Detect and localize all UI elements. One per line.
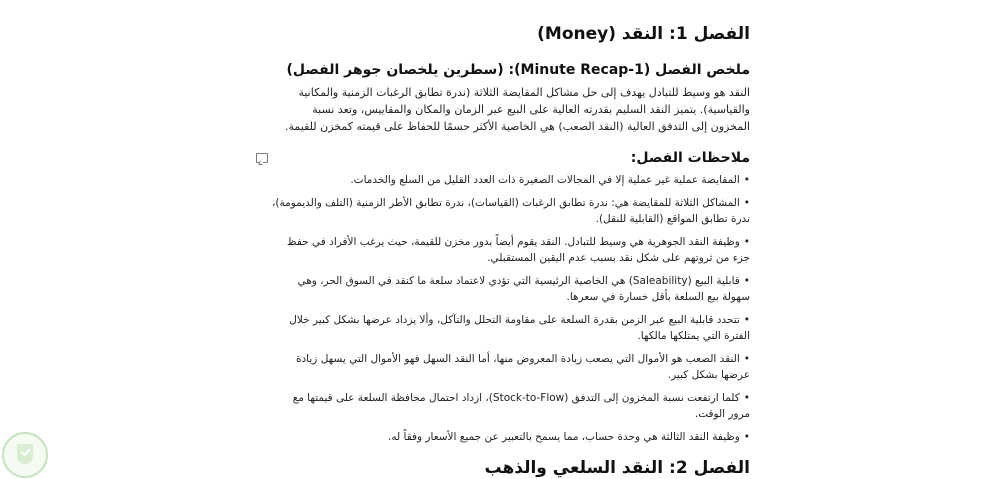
list-item	[270, 172, 750, 189]
notes-heading-text: ملاحظات الفصل:	[630, 150, 750, 166]
note-text: المشاكل الثلاثة للمقايضة هي: ندرة تطابق الرغبات (القياسات)، ندرة تطابق الأطر الزمنية (التلف والديمومة)، ندرة تطابق المواقع (القابلية للنقل).	[271, 196, 750, 225]
note-text: المقايضة عملية غير عملية إلا في المجالات الصغيرة ذات العدد القليل من السلع والخدمات.	[350, 174, 740, 186]
bullet: •	[743, 430, 750, 443]
comment-icon[interactable]	[256, 153, 268, 163]
notes-heading	[270, 150, 750, 166]
list-item	[270, 429, 750, 446]
bullet: •	[743, 313, 750, 326]
note-text: تتحدد قابلية البيع عبر الزمن بقدرة السلعة على مقاومة التحلل والتآكل، وألا يزداد عرضها بشكل كبير خلال الفترة التي يمتلكها مالكها.	[289, 313, 750, 342]
bullet: •	[743, 274, 750, 287]
list-item	[270, 351, 750, 384]
recap-paragraph: النقد هو وسيط للتبادل يهدف إلى حل مشاكل المقايضة الثلاثة (ندرة تطابق الرغبات الزمنية والمكانية والقياسية). يتميز النقد السليم بقدرته العالية على البيع عبر الزمان والمكان والمقاييس، وتعد نسبة المخزون إلى التدفق العالية (النقد الصعب) هي الخاصية الأكثر حسمًا للحفاظ على قيمته كمخزن للقيمة.	[285, 86, 750, 133]
note-text: كلما ارتفعت نسبة المخزون إلى التدفق (Stock-to-Flow)، ازداد احتمال محافظة السلعة على قيمتها مع مرور الوقت.	[292, 391, 750, 420]
note-text: قابلية البيع (Saleability) هي الخاصية الرئيسية التي تؤدي لاعتماد سلعة ما كنقد في السوق الحر، وهي سهولة بيع السلعة بأقل خسارة في سعرها.	[297, 274, 750, 303]
document-page	[270, 0, 750, 479]
note-text: النقد الصعب هو الأموال التي يصعب زيادة المعروض منها، أما النقد السهل فهو الأموال التي يسهل زيادة عرضها بشكل كبير.	[295, 352, 750, 381]
bullet: •	[743, 196, 750, 209]
recap-title: ملخص الفصل (Minute Recap-1): (سطرين يلخصان جوهر الفصل)	[286, 62, 750, 78]
note-text: وظيفة النقد الثالثة هي وحدة حساب، مما يسمح بالتعبير عن جميع الأسعار وفقاً له.	[387, 430, 740, 443]
note-text: وظيفة النقد الجوهرية هي وسيط للتبادل. النقد يقوم أيضاً بدور مخزن للقيمة، حيث يرغب الأفراد في حفظ جزء من ثروتهم على شكل نقد بسبب عدم اليقين المستقبلي.	[286, 235, 750, 264]
list-item	[270, 273, 750, 306]
list-item	[270, 390, 750, 423]
bullet: •	[743, 391, 750, 404]
notes-list	[270, 172, 750, 445]
bullet: •	[743, 235, 750, 248]
list-item	[270, 312, 750, 345]
list-item	[270, 195, 750, 228]
bullet: •	[743, 174, 750, 186]
list-item	[270, 234, 750, 267]
chapter-2-title: الفصل 2: النقد السلعي والذهب	[484, 458, 750, 478]
shield-check-logo-icon	[2, 432, 48, 478]
bullet: •	[743, 352, 750, 365]
chapter-notes	[270, 150, 750, 451]
chapter-1-title: الفصل 1: النقد (Money)	[537, 24, 750, 44]
